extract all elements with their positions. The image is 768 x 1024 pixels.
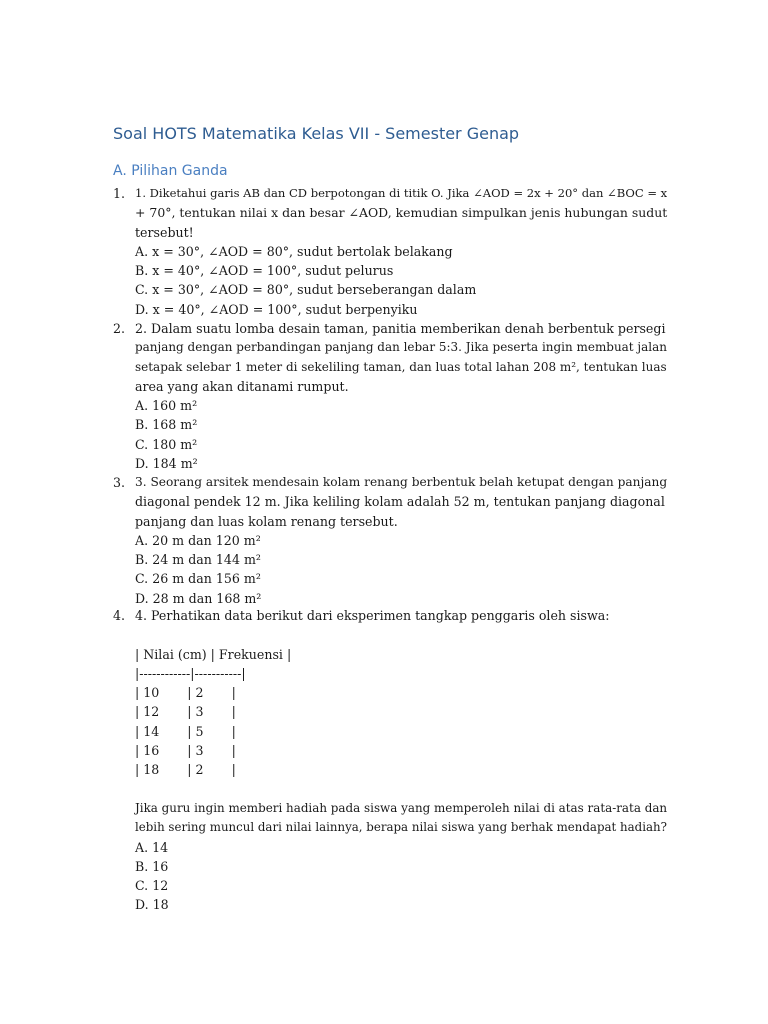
spacer: [135, 780, 658, 799]
option-d: D. 28 m dan 168 m²: [135, 590, 262, 606]
page-title: Soal HOTS Matematika Kelas VII - Semester Genap: [113, 124, 520, 143]
data-table-row: | 12 | 3 |: [135, 704, 236, 720]
data-table-row: | 14 | 5 |: [135, 723, 236, 739]
data-table-row: | 10 | 2 |: [135, 685, 236, 701]
question-text-line: panjang dan luas kolam renang tersebut.: [135, 513, 398, 529]
question-number: 1.: [113, 186, 126, 201]
question-text-line: 2. Dalam suatu lomba desain taman, panitia memberikan denah berbentuk persegi: [135, 321, 666, 336]
question-text-line: Jika guru ingin memberi hadiah pada siswa yang memperoleh nilai di atas rata-rata dan: [135, 800, 668, 815]
data-table-row: | Nilai (cm) | Frekuensi |: [135, 646, 292, 662]
option-c: C. 180 m²: [135, 436, 198, 452]
question-1: [113, 184, 668, 319]
option-b: B. x = 40°, ∠AOD = 100°, sudut pelurus: [135, 263, 394, 279]
question-2: [113, 319, 667, 473]
question-text-line: 1. Diketahui garis AB dan CD berpotongan di titik O. Jika ∠AOD = 2x + 20° dan ∠BOC = x: [135, 186, 668, 200]
question-text-line: lebih sering muncul dari nilai lainnya, berapa nilai siswa yang berhak mendapat hadiah?: [135, 820, 667, 835]
option-c: C. 12: [135, 878, 169, 894]
option-b: B. 16: [135, 858, 169, 874]
question-text-line: setapak selebar 1 meter di sekeliling taman, dan luas total lahan 208 m², tentukan luas: [135, 359, 667, 374]
option-c: C. x = 30°, ∠AOD = 80°, sudut berseberangan dalam: [135, 282, 477, 298]
question-text-line: panjang dengan perbandingan panjang dan lebar 5:3. Jika peserta ingin membuat jalan: [135, 340, 667, 355]
data-table-row: | 16 | 3 |: [135, 743, 236, 759]
spacer: [135, 625, 658, 644]
option-a: A. x = 30°, ∠AOD = 80°, sudut bertolak belakang: [135, 243, 453, 259]
option-b: B. 24 m dan 144 m²: [135, 552, 261, 568]
option-b: B. 168 m²: [135, 417, 198, 433]
question-text-line: tersebut!: [135, 224, 194, 240]
option-c: C. 26 m dan 156 m²: [135, 571, 261, 587]
question-number: 2.: [113, 321, 126, 336]
option-d: D. 18: [135, 897, 169, 913]
option-d: D. 184 m²: [135, 456, 198, 472]
question-text-line: area yang akan ditanami rumput.: [135, 378, 349, 394]
question-text-line: 3. Seorang arsitek mendesain kolam renang berbentuk belah ketupat dengan panjang: [135, 475, 668, 489]
option-a: A. 160 m²: [135, 398, 198, 414]
question-4: [113, 606, 668, 915]
question-number: 3.: [113, 475, 126, 490]
question-text-line: + 70°, tentukan nilai x dan besar ∠AOD, kemudian simpulkan jenis hubungan sudut: [135, 205, 668, 221]
option-a: A. 20 m dan 120 m²: [135, 532, 261, 548]
question-text-line: 4. Perhatikan data berikut dari eksperimen tangkap penggaris oleh siswa:: [135, 608, 610, 623]
data-table-row: |------------|-----------|: [135, 665, 246, 681]
section-title: A. Pilihan Ganda: [113, 163, 228, 179]
question-number: 4.: [113, 608, 126, 623]
data-table-row: | 18 | 2 |: [135, 762, 236, 778]
option-d: D. x = 40°, ∠AOD = 100°, sudut berpenyiku: [135, 301, 418, 317]
question-text-line: diagonal pendek 12 m. Jika keliling kolam adalah 52 m, tentukan panjang diagonal: [135, 494, 665, 510]
question-3: [113, 473, 668, 608]
option-a: A. 14: [135, 839, 169, 855]
